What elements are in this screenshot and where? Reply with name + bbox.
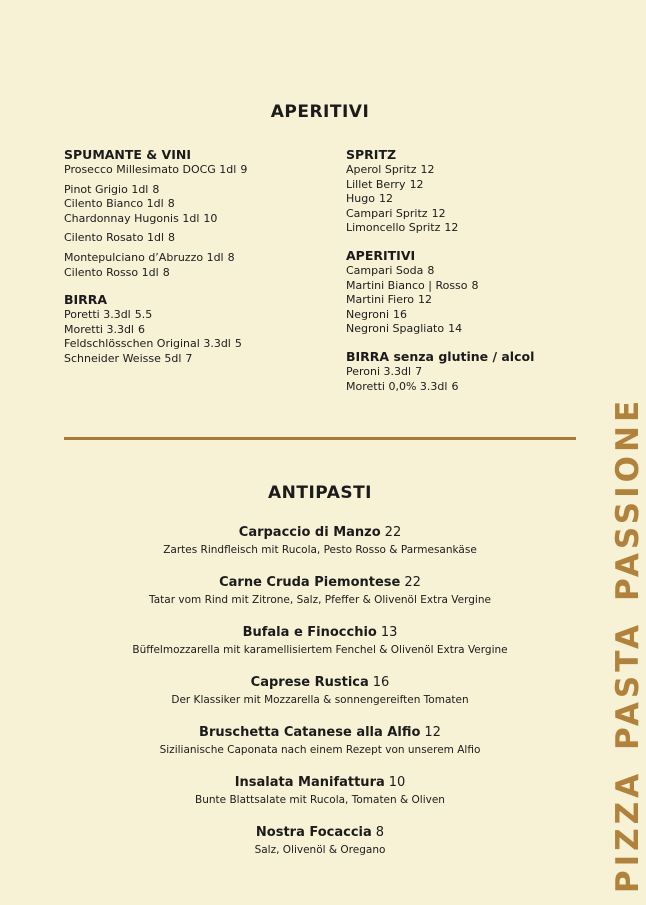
dish-description: Salz, Olivenöl & Oregano bbox=[254, 844, 386, 856]
antipasto-item bbox=[0, 525, 640, 558]
drink-price: 8 bbox=[162, 265, 170, 279]
dish-price: 22 bbox=[404, 575, 421, 590]
drink-item bbox=[64, 197, 324, 212]
drink-name: Pinot Grigio 1dl bbox=[64, 182, 149, 196]
drink-name: Negroni Spagliato bbox=[346, 322, 445, 336]
category-heading: APERITIVI bbox=[346, 247, 416, 263]
drink-name: Campari Spritz bbox=[346, 206, 428, 220]
drink-price: 16 bbox=[393, 307, 408, 321]
antipasto-item bbox=[0, 775, 640, 808]
dish-name: Caprese Rustica bbox=[250, 675, 369, 690]
drink-price: 8 bbox=[227, 250, 235, 264]
drink-price: 6 bbox=[451, 379, 459, 393]
drink-price: 5.5 bbox=[134, 308, 153, 322]
dish-name: Nostra Focaccia bbox=[255, 825, 372, 840]
drink-name: Schneider Weisse 5dl bbox=[64, 351, 182, 365]
drink-item bbox=[346, 380, 586, 395]
dish-price: 10 bbox=[388, 775, 406, 790]
drink-price: 14 bbox=[448, 322, 463, 336]
dish-name: Bruschetta Catanese alla Alfio bbox=[199, 725, 421, 740]
drink-name: Feldschlösschen Original 3.3dl bbox=[64, 337, 231, 351]
dish-title-row bbox=[0, 725, 640, 741]
antipasto-item bbox=[0, 825, 640, 858]
antipasto-item bbox=[0, 675, 640, 708]
drink-name: Limoncello Spritz bbox=[346, 221, 441, 235]
drink-name: Cilento Rosato 1dl bbox=[64, 231, 164, 245]
drink-item bbox=[64, 212, 324, 227]
drink-name: Moretti 3.3dl bbox=[64, 322, 134, 336]
dish-title-row bbox=[0, 525, 640, 541]
drink-item bbox=[64, 337, 324, 352]
side-word: PASSIONE bbox=[610, 396, 646, 601]
side-word: PASTA bbox=[610, 621, 646, 750]
drink-name: Chardonnay Hugonis 1dl bbox=[64, 211, 200, 225]
drink-name: Cilento Rosso 1dl bbox=[64, 265, 159, 279]
drink-price: 10 bbox=[203, 211, 218, 225]
drink-price: 8 bbox=[167, 197, 175, 211]
drink-item bbox=[346, 293, 586, 308]
drink-name: Aperol Spritz bbox=[346, 163, 417, 176]
drink-item bbox=[64, 183, 324, 198]
drink-name: Martini Fiero bbox=[346, 293, 415, 307]
section-divider bbox=[64, 437, 576, 440]
drink-item bbox=[64, 163, 324, 178]
drink-price: 6 bbox=[137, 322, 145, 336]
dish-price: 8 bbox=[375, 825, 385, 840]
drink-name: Moretti 0,0% 3.3dl bbox=[346, 379, 448, 393]
drink-item bbox=[346, 322, 586, 337]
drink-price: 12 bbox=[409, 177, 424, 191]
category-heading: BIRRA senza glutine / alcol bbox=[346, 348, 535, 364]
dish-title-row bbox=[0, 575, 640, 591]
drink-name: Lillet Berry bbox=[346, 177, 406, 191]
dish-description: Der Klassiker mit Mozzarella & sonnengereiften Tomaten bbox=[171, 694, 469, 706]
antipasto-item bbox=[0, 725, 640, 758]
dish-name: Insalata Manifattura bbox=[234, 775, 385, 790]
dish-description: Büffelmozzarella mit karamellisiertem Fenchel & Olivenöl Extra Vergine bbox=[132, 644, 508, 656]
dish-price: 12 bbox=[424, 725, 441, 740]
drink-price: 12 bbox=[431, 206, 446, 220]
drink-price: 7 bbox=[185, 351, 193, 365]
drink-price: 7 bbox=[415, 364, 423, 378]
drink-item bbox=[346, 279, 586, 294]
drink-price: 12 bbox=[444, 221, 459, 235]
category-heading: SPUMANTE & VINI bbox=[64, 147, 191, 162]
drink-name: Cilento Bianco 1dl bbox=[64, 197, 164, 211]
drink-price: 8 bbox=[168, 231, 175, 245]
drink-item bbox=[346, 178, 586, 193]
antipasto-item bbox=[0, 625, 640, 658]
drink-price: 12 bbox=[378, 192, 393, 206]
category-heading: BIRRA bbox=[64, 292, 108, 308]
drink-item bbox=[346, 308, 586, 323]
drink-item bbox=[64, 231, 324, 246]
dish-title-row bbox=[0, 825, 640, 841]
drink-item bbox=[346, 163, 586, 178]
dish-description: Sizilianische Caponata nach einem Rezept von unserem Alfio bbox=[159, 744, 481, 756]
drink-name: Poretti 3.3dl bbox=[64, 308, 131, 322]
side-word: PIZZA bbox=[610, 769, 646, 894]
dish-name: Bufala e Finocchio bbox=[242, 625, 377, 640]
dish-description: Bunte Blattsalate mit Rucola, Tomaten & Oliven bbox=[195, 794, 445, 806]
drink-price: 8 bbox=[471, 278, 479, 292]
drink-price: 8 bbox=[427, 263, 435, 277]
dish-title-row bbox=[0, 775, 640, 791]
dish-title-row bbox=[0, 675, 640, 691]
drinks-left-column bbox=[64, 147, 324, 367]
side-tagline bbox=[610, 387, 646, 903]
drink-item bbox=[64, 266, 324, 281]
drink-item bbox=[64, 308, 324, 323]
drink-item bbox=[64, 251, 324, 266]
drink-name: Prosecco Millesimato DOCG 1dl bbox=[64, 163, 237, 176]
drink-name: Campari Soda bbox=[346, 263, 424, 277]
dish-description: Tatar vom Rind mit Zitrone, Salz, Pfeffer & Olivenöl Extra Vergine bbox=[149, 594, 491, 606]
dish-description: Zartes Rindfleisch mit Rucola, Pesto Rosso & Parmesankäse bbox=[163, 544, 477, 556]
dish-price: 13 bbox=[380, 625, 398, 640]
drink-item bbox=[346, 264, 586, 279]
drink-name: Negroni bbox=[346, 307, 390, 321]
dish-price: 22 bbox=[384, 525, 402, 540]
drink-name: Martini Bianco | Rosso bbox=[346, 278, 468, 292]
drink-price: 5 bbox=[234, 337, 242, 351]
drink-item bbox=[64, 352, 324, 367]
drink-name: Montepulciano d’Abruzzo 1dl bbox=[64, 250, 224, 264]
antipasti-heading: ANTIPASTI bbox=[267, 483, 373, 503]
antipasto-item bbox=[0, 575, 640, 608]
drink-price: 12 bbox=[420, 163, 435, 176]
drink-item bbox=[346, 365, 586, 380]
drink-item bbox=[346, 207, 586, 222]
drink-name: Hugo bbox=[346, 192, 375, 206]
drink-item bbox=[346, 192, 586, 207]
drink-price: 8 bbox=[152, 182, 160, 196]
drink-name: Peroni 3.3dl bbox=[346, 364, 412, 378]
category-heading: SPRITZ bbox=[346, 147, 397, 162]
drinks-right-column bbox=[346, 147, 586, 394]
dish-name: Carpaccio di Manzo bbox=[238, 525, 381, 540]
drink-price: 9 bbox=[240, 163, 248, 176]
drink-item bbox=[64, 323, 324, 338]
dish-name: Carne Cruda Piemontese bbox=[219, 575, 401, 590]
drink-price: 12 bbox=[418, 293, 433, 307]
dish-price: 16 bbox=[372, 675, 390, 690]
drink-item bbox=[346, 221, 586, 236]
aperitivi-heading: APERITIVI bbox=[270, 102, 370, 122]
dish-title-row bbox=[0, 625, 640, 641]
